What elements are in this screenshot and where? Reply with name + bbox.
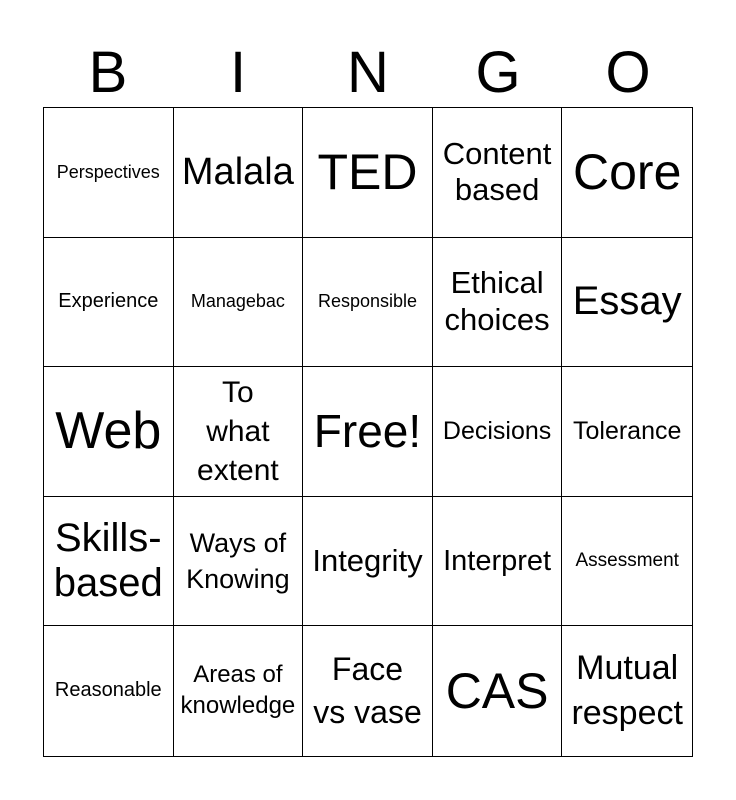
bingo-cell[interactable]: Tolerance: [562, 367, 692, 497]
bingo-cell[interactable]: Web: [44, 367, 174, 497]
bingo-cell[interactable]: Malala: [174, 108, 304, 238]
bingo-cell[interactable]: Assessment: [562, 497, 692, 627]
bingo-cell[interactable]: Responsible: [303, 238, 433, 368]
bingo-cell[interactable]: Essay: [562, 238, 692, 368]
header-letter-o: O: [605, 40, 651, 105]
bingo-cell[interactable]: Mutual respect: [571, 649, 683, 733]
bingo-cell[interactable]: To what extent: [174, 367, 304, 497]
bingo-cell[interactable]: Areas of knowledge: [174, 626, 304, 756]
header-letter-n: N: [347, 40, 389, 105]
bingo-cell[interactable]: TED: [303, 108, 433, 238]
bingo-cell[interactable]: Interpret: [433, 497, 563, 627]
header-letter-i: I: [229, 40, 247, 105]
bingo-cell[interactable]: Ways of Knowing: [174, 497, 304, 627]
bingo-cell[interactable]: Reasonable: [44, 626, 174, 756]
bingo-cell[interactable]: Decisions: [433, 367, 563, 497]
free-space[interactable]: Free!: [303, 367, 433, 497]
bingo-cell[interactable]: Skills- based: [44, 497, 174, 627]
bingo-cell[interactable]: Experience: [44, 238, 174, 368]
bingo-card: [43, 107, 693, 757]
bingo-cell[interactable]: Perspectives: [44, 108, 174, 238]
bingo-cell[interactable]: Managebac: [174, 238, 304, 368]
bingo-cell[interactable]: Core: [562, 108, 692, 238]
header-letter-b: B: [88, 40, 128, 105]
bingo-cell[interactable]: CAS: [433, 626, 563, 756]
bingo-cell[interactable]: Ethical choices: [433, 238, 563, 368]
bingo-cell[interactable]: Content based: [433, 108, 563, 238]
bingo-cell[interactable]: Integrity: [303, 497, 433, 627]
bingo-header: [43, 40, 693, 106]
bingo-cell[interactable]: Face vs vase: [303, 626, 433, 756]
header-letter-g: G: [475, 40, 521, 105]
